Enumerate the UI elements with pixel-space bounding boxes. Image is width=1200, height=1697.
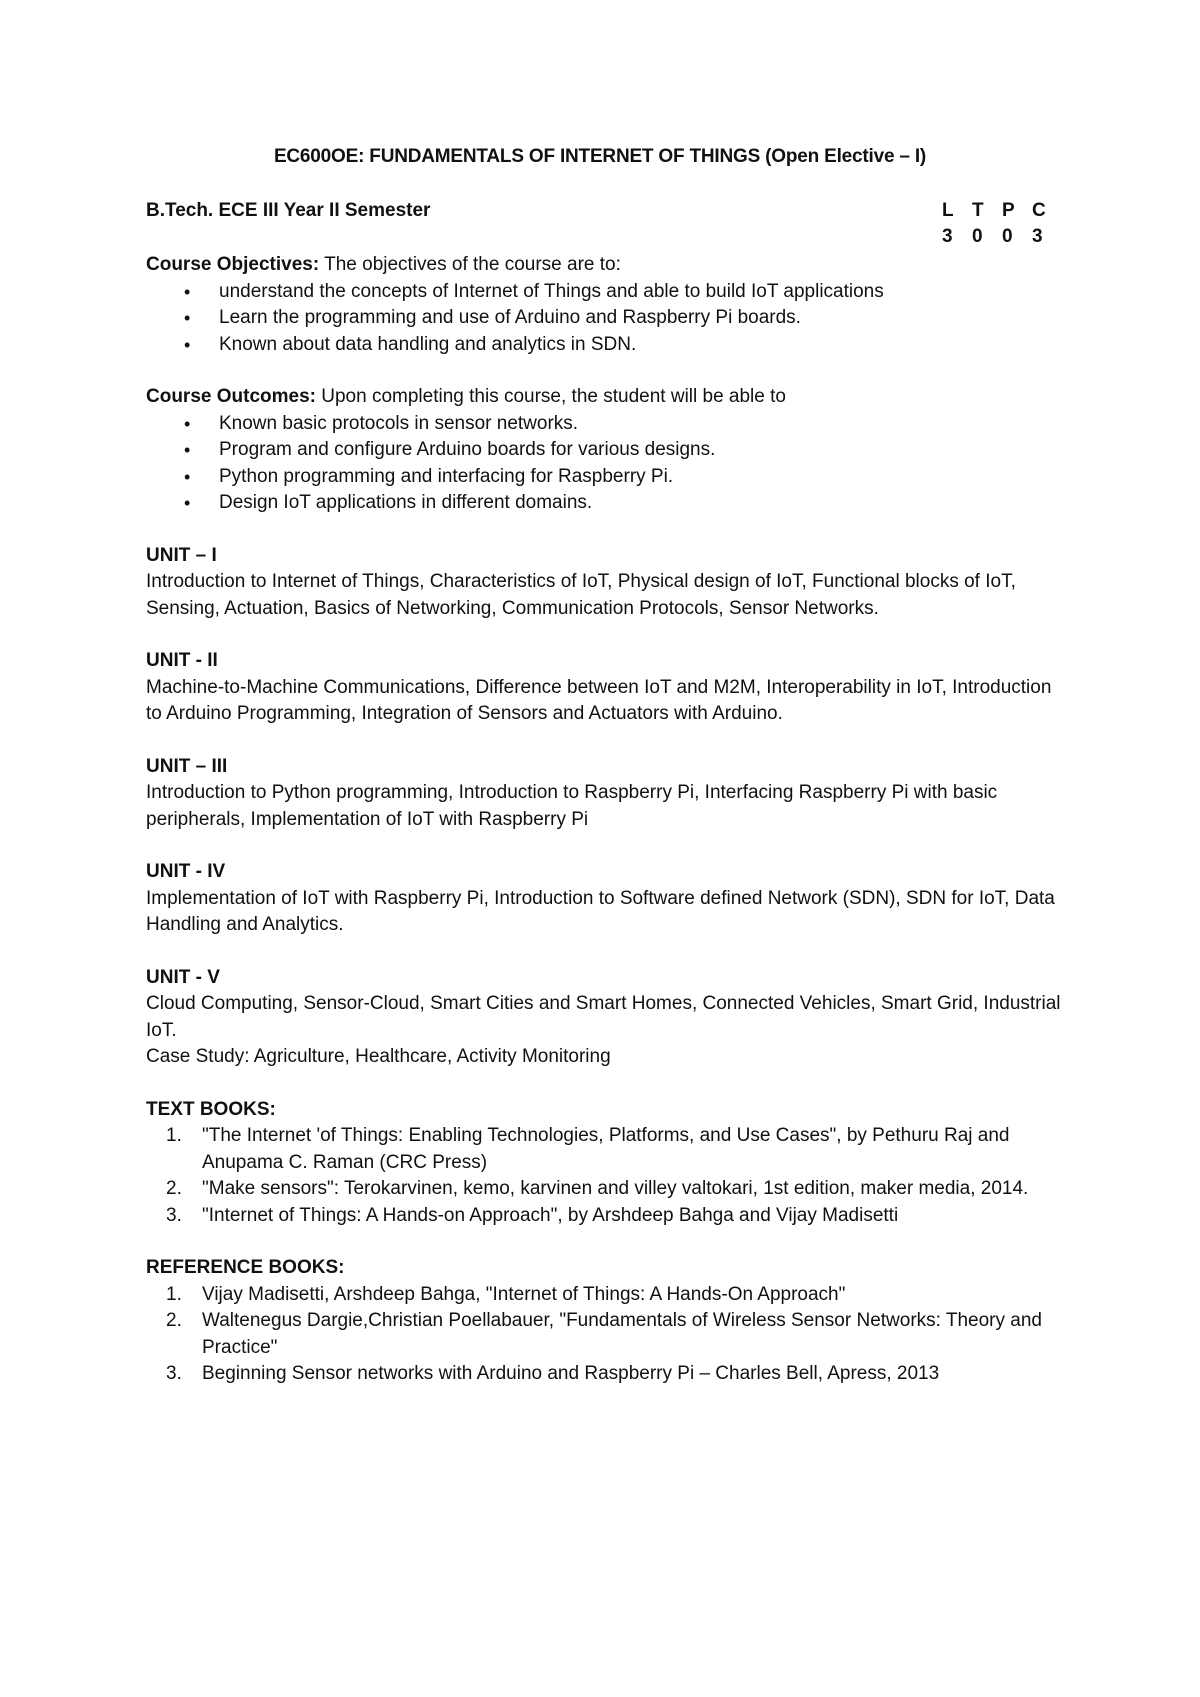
course-title: EC600OE: FUNDAMENTALS OF INTERNET OF THINGS (Open Elective – I) (273, 146, 927, 167)
reference-books-heading: REFERENCE BOOKS: (146, 1257, 345, 1278)
syllabus-content (146, 252, 1066, 1414)
list-number: 3. (166, 1363, 182, 1384)
list-item: • Python programming and interfacing for Raspberry Pi. (219, 464, 1066, 491)
ltpc-table (942, 200, 1062, 252)
unit-description: Introduction to Python programming, Introduction to Raspberry Pi, Interfacing Raspberry Pi with basic peripherals, Implementation of IoT with Raspberry Pi (146, 782, 998, 830)
list-item (166, 1282, 1066, 1309)
outcomes-list (146, 411, 1066, 517)
unit-4 (146, 859, 1066, 939)
unit-heading: UNIT - V (146, 966, 220, 988)
text-books-heading: TEXT BOOKS: (146, 1098, 276, 1120)
list-number: 2. (166, 1310, 182, 1331)
unit-2 (146, 648, 1066, 728)
objectives-intro (146, 252, 1066, 279)
list-number: 1. (166, 1125, 182, 1146)
list-item: • Design IoT applications in different domains. (219, 490, 1066, 517)
unit-case-study: Case Study: Agriculture, Healthcare, Activity Monitoring (146, 1046, 611, 1067)
book-citation: "Make sensors": Terokarvinen, kemo, karvinen and villey valtokari, 1st edition, maker media, 2014. (202, 1178, 1029, 1199)
unit-heading: UNIT - II (146, 650, 218, 671)
ltpc-value-t: 0 (972, 226, 983, 247)
list-item: • Known basic protocols in sensor networks. (219, 411, 1066, 438)
list-item: • Known about data handling and analytics in SDN. (219, 332, 1066, 359)
unit-description: Introduction to Internet of Things, Characteristics of IoT, Physical design of IoT, Functional blocks of IoT, Sensing, Actuation, Basics of Networking, Communication Protocols, Sensor Networks. (146, 571, 1016, 619)
unit-description: Cloud Computing, Sensor-Cloud, Smart Cities and Smart Homes, Connected Vehicles, Smart Grid, Industrial IoT. (146, 993, 1061, 1041)
course-objectives (146, 252, 1066, 358)
outcomes-intro (146, 384, 1066, 411)
unit-heading: UNIT – III (146, 755, 228, 777)
list-item (166, 1123, 1066, 1176)
objectives-label: Course Objectives: (146, 254, 320, 275)
unit-5 (146, 965, 1066, 1071)
list-number: 1. (166, 1283, 182, 1305)
book-citation: Beginning Sensor networks with Arduino and Raspberry Pi – Charles Bell, Apress, 2013 (202, 1363, 940, 1384)
list-number: 3. (166, 1204, 182, 1226)
ltpc-label-t: T (972, 200, 984, 221)
reference-books (146, 1255, 1066, 1388)
outcomes-label: Course Outcomes: (146, 386, 316, 407)
book-citation: Vijay Madisetti, Arshdeep Bahga, "Internet of Things: A Hands-On Approach" (202, 1283, 846, 1305)
text-books-list (146, 1123, 1066, 1229)
unit-heading: UNIT - IV (146, 861, 226, 882)
list-item (166, 1176, 1066, 1203)
ltpc-values (942, 226, 1062, 252)
book-citation: "The Internet 'of Things: Enabling Technologies, Platforms, and Use Cases", by Pethuru Raj and Anupama C. Raman (CRC Press) (202, 1125, 1010, 1173)
book-citation: "Internet of Things: A Hands-on Approach", by Arshdeep Bahga and Vijay Madisetti (202, 1204, 899, 1226)
list-item: • Program and configure Arduino boards for various designs. (219, 437, 1066, 464)
ltpc-label-c: C (1032, 200, 1046, 221)
course-outcomes (146, 384, 1066, 517)
book-citation: Waltenegus Dargie,Christian Poellabauer, "Fundamentals of Wireless Sensor Networks: Theory and Practice" (202, 1310, 1042, 1358)
reference-books-list (146, 1282, 1066, 1388)
ltpc-value-l: 3 (942, 226, 953, 247)
unit-heading: UNIT – I (146, 544, 217, 566)
list-item (166, 1361, 1066, 1388)
list-number: 2. (166, 1178, 182, 1199)
ltpc-labels (942, 200, 1062, 226)
ltpc-value-c: 3 (1032, 226, 1043, 247)
list-item: • understand the concepts of Internet of Things and able to build IoT applications (219, 279, 1066, 306)
list-item (166, 1308, 1066, 1361)
ltpc-label-l: L (942, 200, 954, 221)
unit-3 (146, 754, 1066, 834)
unit-1 (146, 543, 1066, 623)
unit-description: Implementation of IoT with Raspberry Pi, Introduction to Software defined Network (SDN), SDN for IoT, Data Handling and Analytics. (146, 887, 1055, 935)
outcomes-intro-text: Upon completing this course, the student will be able to (315, 386, 786, 407)
list-item: • Learn the programming and use of Arduino and Raspberry Pi boards. (219, 305, 1066, 332)
ltpc-label-p: P (1002, 200, 1015, 221)
text-books (146, 1097, 1066, 1230)
unit-description: Machine-to-Machine Communications, Difference between IoT and M2M, Interoperability in IoT, Introduction to Arduino Programming, Integration of Sensors and Actuators with Arduino. (146, 676, 1052, 724)
objectives-list (146, 279, 1066, 359)
list-item (166, 1203, 1066, 1230)
ltpc-value-p: 0 (1002, 226, 1013, 247)
program-semester: B.Tech. ECE III Year II Semester (146, 200, 431, 221)
objectives-intro-text: The objectives of the course are to: (319, 254, 621, 275)
